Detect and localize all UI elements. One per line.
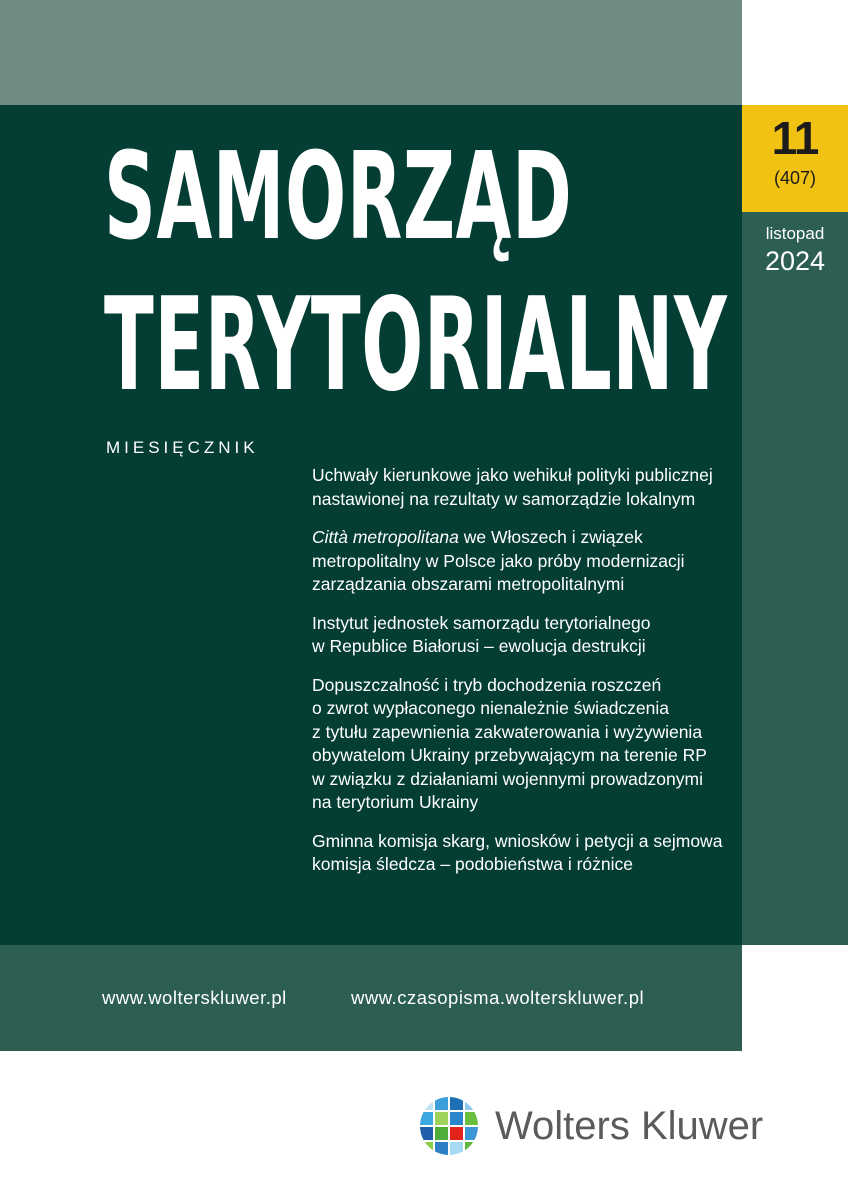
article-line: o zwrot wypłaconego nienależnie świadczenia bbox=[312, 698, 670, 718]
issue-badge bbox=[742, 105, 848, 212]
article-item bbox=[312, 674, 732, 815]
article-item bbox=[312, 830, 732, 877]
article-line: Instytut jednostek samorządu terytorialnego bbox=[312, 612, 651, 633]
issue-overall-number: (407) bbox=[773, 168, 817, 188]
article-line bbox=[312, 526, 732, 550]
journals-website-link[interactable]: www.czasopisma.wolterskluwer.pl bbox=[351, 987, 645, 1008]
issue-number: 11 bbox=[771, 112, 819, 164]
journal-title-line2: TERYTORIALNY bbox=[104, 271, 728, 420]
article-line: obywatelom Ukrainy przebywającym na terenie RP bbox=[312, 745, 707, 765]
article-line: w związku z działaniami wojennymi prowadzonymi bbox=[312, 768, 703, 789]
journal-title-line1: SAMORZĄD bbox=[104, 128, 573, 267]
right-column-panel bbox=[742, 212, 848, 945]
article-line: zarządzania obszarami metropolitalnymi bbox=[312, 574, 625, 594]
top-band bbox=[0, 0, 742, 105]
publisher-website-link[interactable]: www.wolterskluwer.pl bbox=[102, 987, 287, 1008]
article-line: Uchwały kierunkowe jako wehikuł polityki publicznej bbox=[312, 465, 713, 485]
issue-month: listopad bbox=[765, 224, 825, 243]
article-item bbox=[312, 612, 732, 659]
issue-year: 2024 bbox=[764, 246, 826, 276]
article-item bbox=[312, 464, 732, 511]
article-italic-lead: Città metropolitana bbox=[312, 527, 459, 547]
article-line: Gminna komisja skarg, wniosków i petycji a sejmowa bbox=[312, 830, 723, 851]
article-line: z tytułu zapewnienia zakwaterowania i wyżywienia bbox=[312, 721, 703, 742]
article-line: Dopuszczalność i tryb dochodzenia roszczeń bbox=[312, 674, 662, 695]
article-line: nastawionej na rezultaty w samorządzie lokalnym bbox=[312, 488, 696, 509]
wolters-kluwer-logo-icon bbox=[419, 1096, 479, 1156]
publisher-name: Wolters Kluwer bbox=[495, 1104, 764, 1148]
article-line: komisja śledcza – podobieństwa i różnice bbox=[312, 854, 633, 874]
article-item bbox=[312, 526, 732, 597]
article-line: metropolitalny w Polsce jako próby modernizacji bbox=[312, 550, 685, 571]
article-list bbox=[312, 464, 732, 892]
article-lead-rest: we Włoszech i związek bbox=[458, 527, 643, 547]
article-line: na terytorium Ukrainy bbox=[312, 792, 479, 812]
article-line: w Republice Białorusi – ewolucja destrukcji bbox=[312, 636, 646, 656]
journal-frequency: MIESIĘCZNIK bbox=[106, 438, 259, 457]
